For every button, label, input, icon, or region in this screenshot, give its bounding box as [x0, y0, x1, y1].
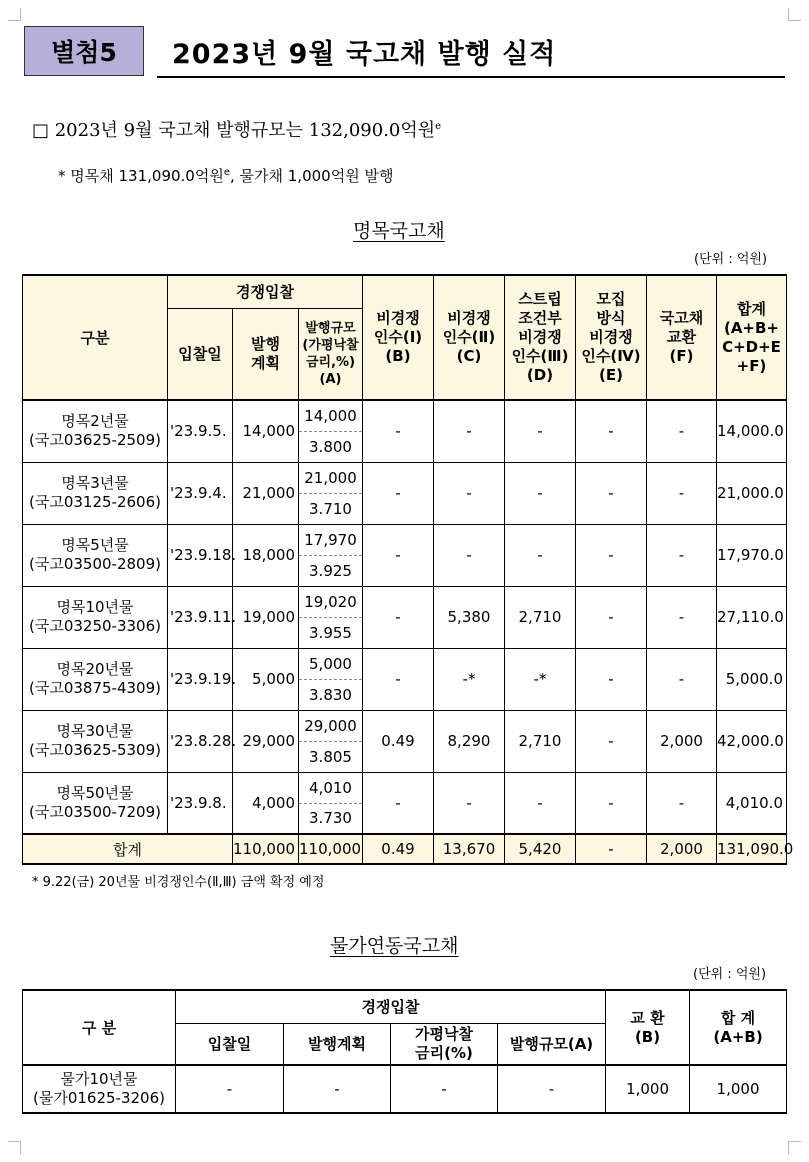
bid-date-cell: '23.9.5.	[168, 400, 233, 462]
amount-cell: 29,000	[299, 710, 363, 741]
corner-mark	[8, 8, 21, 21]
plan-cell: 14,000	[233, 400, 299, 462]
rate-cell: 3.925	[299, 555, 363, 586]
value-cell-d: -	[505, 462, 576, 524]
bid-date-cell: '23.9.8.	[168, 772, 233, 834]
bond-name-cell	[23, 710, 168, 772]
col-issue-rate: 발행규모 (가평낙찰 금리,%) (A)	[299, 308, 363, 400]
bid-date-cell: '23.9.4.	[168, 462, 233, 524]
value-cell-b: -	[363, 400, 434, 462]
value-cell-f: -	[647, 462, 717, 524]
inflation-bond-table	[22, 989, 787, 1114]
bid-date-cell: '23.9.18.	[168, 524, 233, 586]
bid-date-cell: '23.9.19.	[168, 648, 233, 710]
bond-code: (국고03500-2809)	[29, 555, 161, 573]
total-cell: 14,000.0	[717, 400, 787, 462]
value-cell-e: -	[576, 710, 647, 772]
col-noncomp1: 비경쟁 인수(Ⅰ) (B)	[363, 275, 434, 400]
exchange-cell: 1,000	[606, 1065, 690, 1113]
attachment-badge: 별첨5	[24, 26, 144, 76]
bond-code: (물가01625-3206)	[33, 1089, 165, 1107]
value-cell-b: -	[363, 648, 434, 710]
value-cell-c: -	[434, 524, 505, 586]
bond-code: (국고03625-5309)	[29, 741, 161, 759]
col-plan: 발행계획	[284, 1023, 391, 1065]
bond-name-cell	[23, 586, 168, 648]
table-row	[23, 648, 787, 679]
value-cell-f: -	[647, 648, 717, 710]
value-cell-e: -	[576, 524, 647, 586]
value-cell-d: 2,710	[505, 586, 576, 648]
bond-name: 물가10년물	[60, 1070, 138, 1088]
summary-note-a: * 명목채 131,090.0억원	[58, 167, 224, 185]
bond-name-cell	[23, 462, 168, 524]
value-cell-e: -	[576, 772, 647, 834]
corner-mark	[8, 1141, 21, 1154]
col-rate: 가평낙찰 금리(%)	[391, 1023, 498, 1065]
amount-cell: 21,000	[299, 462, 363, 493]
summary-note-b: , 물가채 1,000억원 발행	[229, 167, 394, 185]
plan-cell: 18,000	[233, 524, 299, 586]
summary-line	[32, 116, 441, 142]
total-value-b: 0.49	[363, 834, 434, 864]
total-cell: 1,000	[690, 1065, 787, 1113]
summary-text: □ 2023년 9월 국고채 발행규모는 132,090.0억원	[32, 120, 436, 141]
table-row	[23, 710, 787, 741]
col-category: 구 분	[23, 990, 176, 1065]
value-cell-d: -	[505, 772, 576, 834]
value-cell-c: 5,380	[434, 586, 505, 648]
col-competitive: 경쟁입찰	[168, 275, 363, 308]
plan-cell: 5,000	[233, 648, 299, 710]
summary-note	[58, 165, 393, 186]
bond-name: 명목20년물	[56, 660, 134, 678]
total-sum: 131,090.0	[717, 834, 787, 864]
corner-mark	[788, 8, 801, 21]
value-cell-f: -	[647, 400, 717, 462]
estimate-mark: e	[435, 121, 442, 132]
amount-cell: 5,000	[299, 648, 363, 679]
estimate-mark: e	[223, 167, 230, 178]
total-cell: 17,970.0	[717, 524, 787, 586]
value-cell-f: 2,000	[647, 710, 717, 772]
corner-mark	[788, 1141, 801, 1154]
value-cell-b: -	[363, 524, 434, 586]
value-cell-c: -*	[434, 648, 505, 710]
rate-cell: 3.955	[299, 617, 363, 648]
col-total: 합 계 (A+B)	[690, 990, 787, 1065]
value-cell-c: -	[434, 772, 505, 834]
bond-name: 명목5년물	[61, 536, 129, 554]
table-row	[23, 586, 787, 617]
col-amount: 발행규모(A)	[498, 1023, 606, 1065]
title-underline	[157, 76, 785, 78]
rate-cell: 3.805	[299, 741, 363, 772]
page-title: 2023년 9월 국고채 발행 실적	[172, 39, 557, 70]
bond-name-cell	[23, 648, 168, 710]
amount-cell: -	[498, 1065, 606, 1113]
total-plan: 110,000	[233, 834, 299, 864]
total-cell: 42,000.0	[717, 710, 787, 772]
value-cell-b: -	[363, 772, 434, 834]
col-strip: 스트립 조건부 비경쟁 인수(Ⅲ) (D)	[505, 275, 576, 400]
total-amount: 110,000	[299, 834, 363, 864]
col-competitive: 경쟁입찰	[176, 990, 606, 1023]
value-cell-d: -*	[505, 648, 576, 710]
col-bid-date: 입찰일	[168, 308, 233, 400]
total-label: 합계	[23, 834, 233, 864]
value-cell-d: 2,710	[505, 710, 576, 772]
value-cell-b: 0.49	[363, 710, 434, 772]
bond-code: (국고03875-4309)	[29, 679, 161, 697]
bond-name: 명목50년물	[56, 783, 134, 802]
nominal-section-title: 명목국고채	[353, 220, 445, 242]
col-total: 합계 (A+B+ C+D+E +F)	[717, 275, 787, 400]
bond-code: (국고03625-2509)	[29, 431, 161, 450]
value-cell-d: -	[505, 400, 576, 462]
col-bid-date: 입찰일	[176, 1023, 284, 1065]
nominal-footnote: * 9.22(금) 20년물 비경쟁인수(Ⅱ,Ⅲ) 금액 확정 예정	[32, 875, 325, 890]
amount-cell: 19,020	[299, 586, 363, 617]
total-cell: 27,110.0	[717, 586, 787, 648]
total-value-c: 13,670	[434, 834, 505, 864]
value-cell-e: -	[576, 586, 647, 648]
value-cell-b: -	[363, 462, 434, 524]
bond-name-cell	[23, 400, 168, 462]
bid-date-cell: '23.9.11.	[168, 586, 233, 648]
table-row	[23, 462, 787, 493]
table-row	[23, 400, 787, 431]
col-plan: 발행 계획	[233, 308, 299, 400]
value-cell-c: -	[434, 400, 505, 462]
rate-cell: 3.830	[299, 679, 363, 710]
rate-cell: 3.710	[299, 493, 363, 524]
bond-name-cell	[23, 772, 168, 834]
nominal-bond-table	[22, 274, 794, 865]
value-cell-f: -	[647, 586, 717, 648]
inflation-section-title: 물가연동국고채	[330, 935, 459, 957]
rate-cell: 3.800	[299, 431, 363, 462]
value-cell-e: -	[576, 462, 647, 524]
col-exchange: 국고채 교환 (F)	[647, 275, 717, 400]
plan-cell: -	[284, 1065, 391, 1113]
value-cell-c: -	[434, 462, 505, 524]
amount-cell: 17,970	[299, 524, 363, 555]
plan-cell: 21,000	[233, 462, 299, 524]
total-cell: 21,000.0	[717, 462, 787, 524]
amount-cell: 4,010	[299, 772, 363, 803]
bond-name: 명목10년물	[56, 598, 134, 616]
rate-cell: 3.730	[299, 803, 363, 834]
bid-date-cell: '23.8.28.	[168, 710, 233, 772]
inflation-unit: (단위 : 억원)	[693, 967, 767, 982]
value-cell-c: 8,290	[434, 710, 505, 772]
amount-cell: 14,000	[299, 400, 363, 431]
value-cell-f: -	[647, 772, 717, 834]
value-cell-f: -	[647, 524, 717, 586]
total-value-e: -	[576, 834, 647, 864]
col-offering: 모집 방식 비경쟁 인수(Ⅳ) (E)	[576, 275, 647, 400]
bond-code: (국고03250-3306)	[29, 617, 161, 635]
total-row	[23, 834, 787, 864]
bid-date-cell: -	[176, 1065, 284, 1113]
table-row	[23, 524, 787, 555]
col-category: 구분	[23, 275, 168, 400]
plan-cell: 19,000	[233, 586, 299, 648]
bond-code: (국고03125-2606)	[29, 493, 161, 511]
bond-name: 명목3년물	[61, 474, 129, 492]
plan-cell: 4,000	[233, 772, 299, 834]
nominal-unit: (단위 : 억원)	[694, 252, 768, 267]
table-row	[23, 772, 787, 803]
value-cell-d: -	[505, 524, 576, 586]
bond-name: 명목30년물	[56, 722, 134, 740]
col-noncomp2: 비경쟁 인수(Ⅱ) (C)	[434, 275, 505, 400]
rate-cell: -	[391, 1065, 498, 1113]
value-cell-e: -	[576, 400, 647, 462]
total-value-f: 2,000	[647, 834, 717, 864]
value-cell-e: -	[576, 648, 647, 710]
total-value-d: 5,420	[505, 834, 576, 864]
plan-cell: 29,000	[233, 710, 299, 772]
bond-name: 명목2년물	[61, 412, 129, 431]
total-cell: 4,010.0	[717, 772, 787, 834]
bond-name-cell	[23, 1065, 176, 1113]
value-cell-b: -	[363, 586, 434, 648]
col-exchange: 교 환 (B)	[606, 990, 690, 1065]
total-cell: 5,000.0	[717, 648, 787, 710]
bond-name-cell	[23, 524, 168, 586]
bond-code: (국고03500-7209)	[29, 802, 161, 821]
